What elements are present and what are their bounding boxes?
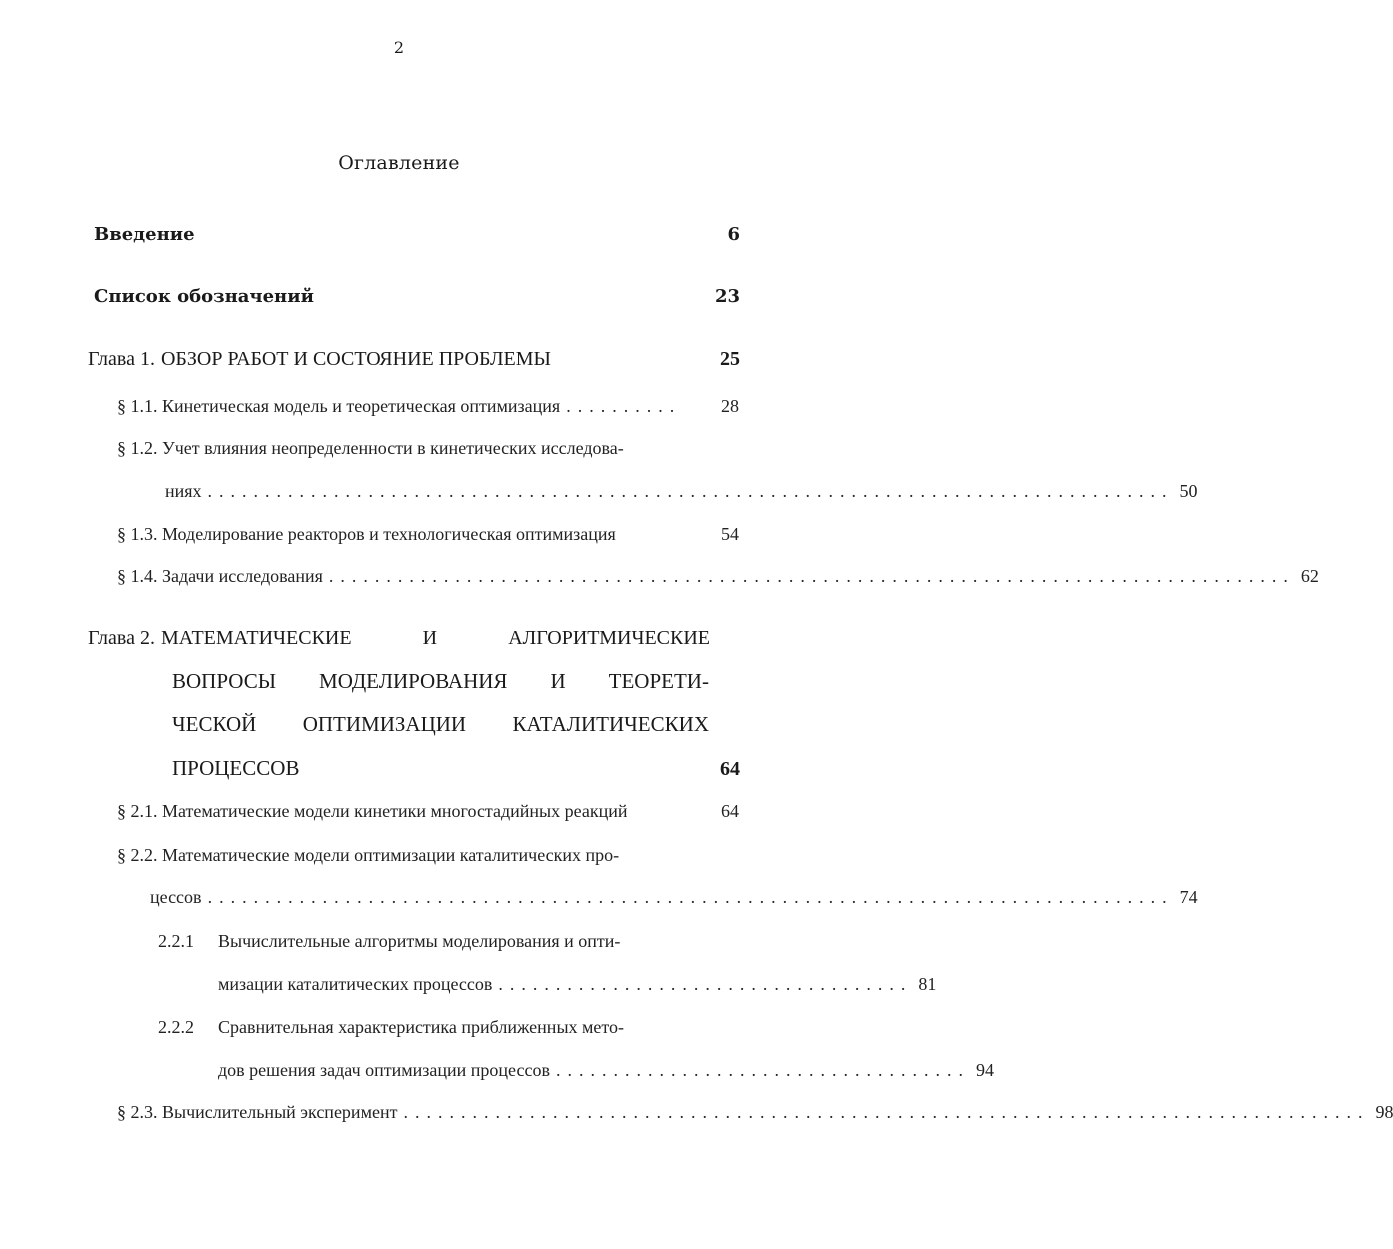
leader-dots: ....................................................................................	[207, 481, 1174, 501]
chapter-title-word: ПРОЦЕССОВ	[172, 756, 300, 780]
leader-dots: ....................................................................................	[328, 566, 1295, 586]
toc-section-2-1[interactable]	[117, 801, 739, 822]
leader-dots: ..........	[566, 396, 682, 416]
toc-entry-label: § 1.4. Задачи исследования	[117, 566, 323, 586]
toc-subsection-2-2-1[interactable]	[218, 974, 937, 995]
toc-section-1-2[interactable]	[165, 481, 1198, 502]
chapter-title: ОБЗОР РАБОТ И СОСТОЯНИЕ ПРОБЛЕМЫ	[160, 348, 551, 370]
leader-dots: ....................................	[555, 1060, 970, 1080]
chapter-title-word: ВОПРОСЫ	[172, 669, 277, 693]
chapter-title-word: ЧЕСКОЙ	[172, 712, 257, 736]
toc-subsection-2-2-2-line1: Сравнительная характеристика приближенных мето-	[218, 1017, 625, 1037]
chapter-title-word: ТЕОРЕТИ-	[608, 669, 709, 693]
toc-entry-page: 81	[918, 974, 937, 994]
toc-entry-page: 25	[720, 348, 740, 370]
toc-section-2-2[interactable]	[150, 887, 1198, 908]
toc-entry-label: § 2.1. Математические модели кинетики многостадийных реакций	[117, 801, 628, 821]
toc-entry-label: § 2.3. Вычислительный эксперимент	[117, 1102, 398, 1122]
page-number: 2	[393, 38, 405, 57]
toc-chapter-2-line2	[172, 669, 709, 694]
toc-entry-page: 50	[1179, 481, 1198, 501]
toc-entry-page: 64	[720, 758, 740, 780]
toc-section-2-2-line1: § 2.2. Математические модели оптимизации каталитических про-	[117, 845, 620, 865]
toc-entry-page: 54	[721, 524, 739, 544]
chapter-number: Глава 1.	[88, 348, 155, 370]
toc-entry-page: 23	[714, 286, 740, 307]
toc-entry-label: § 1.1. Кинетическая модель и теоретическая оптимизация	[117, 396, 561, 416]
chapter-number: Глава 2.	[88, 627, 155, 649]
toc-chapter-2-line4[interactable]	[172, 756, 740, 781]
toc-chapter-2-line1[interactable]	[88, 627, 710, 650]
toc-title: Оглавление	[338, 152, 460, 174]
leader-dots: ....................................................................................	[403, 1102, 1370, 1122]
toc-subsection-2-2-2-number: 2.2.2	[158, 1017, 194, 1037]
toc-entry-label: мизации каталитических процессов	[218, 974, 493, 994]
chapter-title-word: МАТЕМАТИЧЕСКИЕ	[160, 627, 352, 649]
toc-section-1-2-line1: § 1.2. Учет влияния неопределенности в кинетических исследова-	[117, 438, 624, 458]
toc-entry-page: 98	[1375, 1102, 1393, 1122]
toc-subsection-2-2-1-number: 2.2.1	[158, 931, 194, 951]
chapter-title-word: И	[422, 627, 438, 649]
toc-entry-page: 94	[975, 1060, 994, 1080]
toc-entry-label: цессов	[150, 887, 202, 907]
toc-entry-page: 64	[721, 801, 739, 821]
toc-entry-notation[interactable]	[94, 286, 740, 307]
toc-entry-label: Список обозначений	[94, 286, 314, 307]
leader-dots: ....................................	[498, 974, 913, 994]
toc-chapter-2-line3	[172, 712, 709, 737]
toc-entry-intro[interactable]	[94, 224, 740, 245]
toc-entry-label: Введение	[94, 224, 195, 245]
toc-chapter-1[interactable]	[88, 348, 740, 371]
toc-subsection-2-2-2[interactable]	[218, 1060, 994, 1081]
toc-entry-page: 28	[721, 396, 739, 416]
chapter-title-word: ОПТИМИЗАЦИИ	[302, 712, 467, 736]
toc-section-1-1[interactable]	[117, 396, 739, 417]
toc-entry-page: 6	[727, 224, 740, 245]
toc-entry-label: § 1.3. Моделирование реакторов и технологическая оптимизация	[117, 524, 616, 544]
toc-section-1-4[interactable]	[117, 566, 1319, 587]
chapter-title-word: МОДЕЛИРОВАНИЯ	[319, 669, 508, 693]
toc-entry-page: 62	[1300, 566, 1319, 586]
chapter-title-word: И	[550, 669, 566, 693]
toc-section-1-3[interactable]	[117, 524, 739, 545]
toc-subsection-2-2-1-line1: Вычислительные алгоритмы моделирования и опти-	[218, 931, 621, 951]
toc-section-2-3[interactable]	[117, 1102, 1393, 1123]
toc-entry-page: 74	[1179, 887, 1198, 907]
chapter-title-word: КАТАЛИТИЧЕСКИХ	[512, 712, 709, 736]
chapter-title-word: АЛГОРИТМИЧЕСКИЕ	[508, 627, 711, 649]
toc-entry-label: дов решения задач оптимизации процессов	[218, 1060, 550, 1080]
leader-dots: ....................................................................................	[207, 887, 1174, 907]
toc-entry-label: ниях	[165, 481, 202, 501]
